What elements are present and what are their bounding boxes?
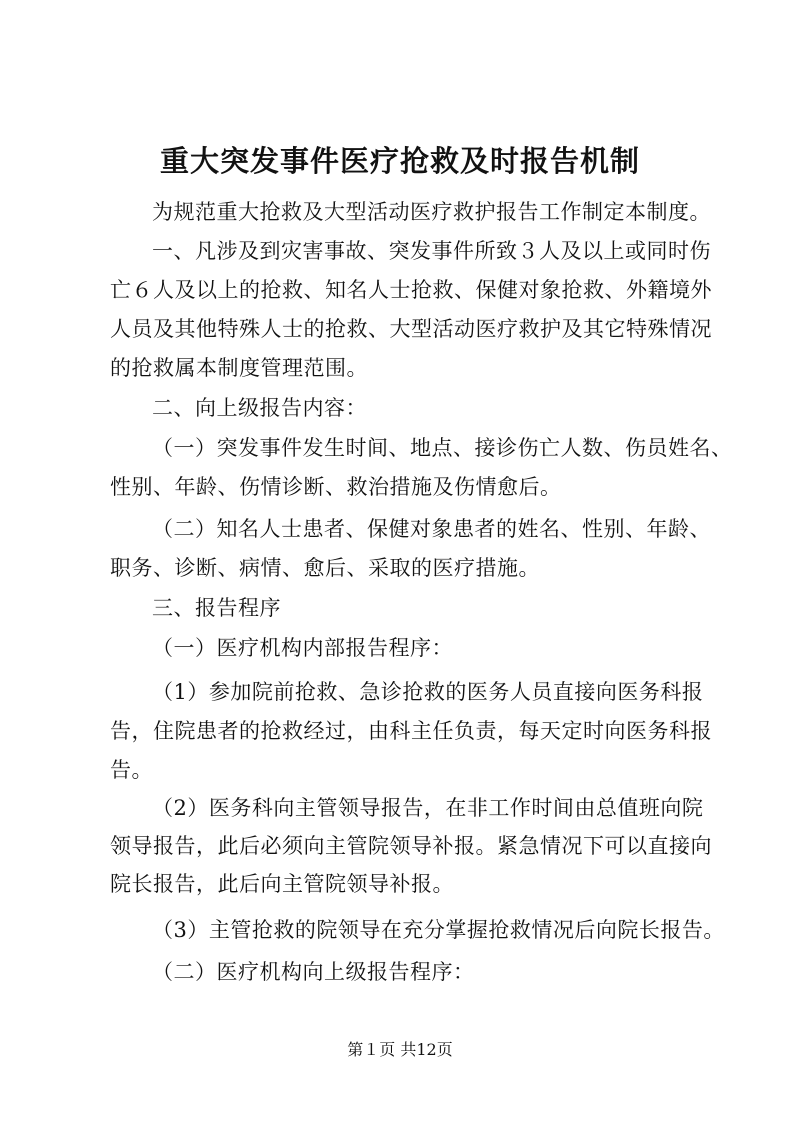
paragraph-line: 的抢救属本制度管理范围。 [110, 356, 368, 380]
paragraph-line: 职务、诊断、病情、愈后、采取的医疗措施。 [110, 556, 540, 580]
paragraph-item-3-1-3 [110, 911, 725, 950]
paragraph-item-3-1-2 [110, 789, 710, 903]
paragraph-section-1 [110, 232, 710, 388]
paragraph-section-2-heading [110, 389, 710, 428]
paragraph-line: 领导报告，此后必须向主管院领导补报。紧急情况下可以直接向 [110, 834, 712, 858]
paragraph-line: （一）突发事件发生时间、地点、接诊伤亡人数、伤员姓名、 [152, 436, 733, 460]
paragraph-line: （3）主管抢救的院领导在充分掌握抢救情况后向院长报告。 [152, 918, 725, 942]
paragraph-section-3-heading [110, 589, 710, 628]
paragraph-item-2-1 [110, 429, 733, 507]
paragraph-line: （一）医疗机构内部报告程序： [152, 636, 453, 660]
paragraph-item-2-2 [110, 510, 710, 588]
paragraph-line: （二）医疗机构向上级报告程序： [152, 960, 475, 984]
paragraph-item-3-2 [110, 953, 710, 992]
paragraph-line: （2）医务科向主管领导报告，在非工作时间由总值班向院 [152, 796, 704, 820]
paragraph-line: 二、向上级报告内容： [152, 396, 367, 420]
paragraph-line: 院长报告，此后向主管院领导补报。 [110, 872, 454, 896]
paragraph-line: 告，住院患者的抢救经过，由科主任负责，每天定时向医务科报 [110, 719, 712, 743]
page-number-footer: 第１页 共12页 [347, 1040, 453, 1059]
paragraph-intro [110, 193, 710, 232]
paragraph-item-3-1 [110, 629, 710, 668]
paragraph-line: 一、凡涉及到灾害事故、突发事件所致３人及以上或同时伤 [152, 239, 711, 263]
paragraph-line: （二）知名人士患者、保健对象患者的姓名、性别、年龄、 [152, 517, 711, 541]
paragraph-line: 性别、年龄、伤情诊断、救治措施及伤情愈后。 [110, 475, 562, 499]
paragraph-line: 告。 [110, 758, 153, 782]
paragraph-line: 亡６人及以上的抢救、知名人士抢救、保健对象抢救、外籍境外 [110, 278, 712, 302]
document-title: 重大突发事件医疗抢救及时报告机制 [159, 144, 640, 178]
paragraph-line: 三、报告程序 [152, 596, 281, 620]
paragraph-item-3-1-1 [110, 673, 710, 790]
paragraph-line: 人员及其他特殊人士的抢救、大型活动医疗救护及其它特殊情况 [110, 317, 712, 341]
paragraph-line: 为规范重大抢救及大型活动医疗救护报告工作制定本制度。 [152, 200, 711, 224]
paragraph-line: （1）参加院前抢救、急诊抢救的医务人员直接向医务科报 [152, 680, 704, 704]
